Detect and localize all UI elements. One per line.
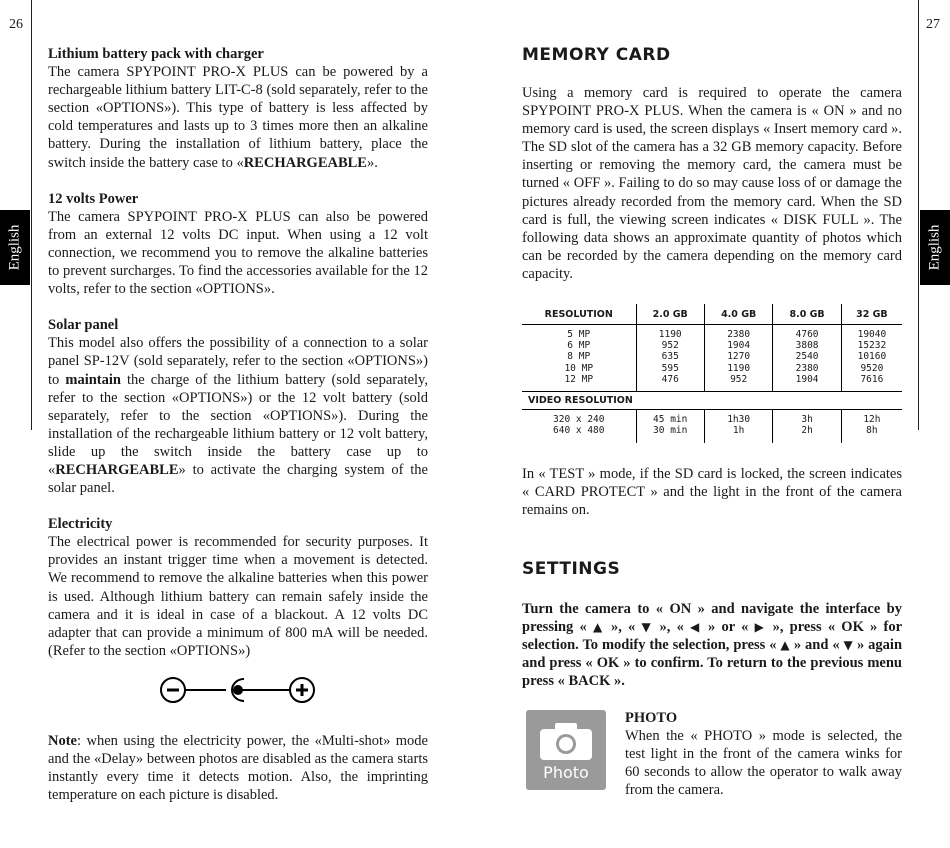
volts-paragraph: The camera SPYPOINT PRO-X PLUS can also be powered from an external 12 volts DC input. When using a 12 volt connection, we recommend you to remove the alkaline batteries to prevent surcharges. To find the accessories available for the 12 volts, refer to the section «OPTIONS». xyxy=(48,208,428,298)
photo-mode-icon xyxy=(526,710,606,790)
settings-paragraph: Turn the camera to « ON » and navigate the interface by pressing « ▲ », « ▼ », « ◀ » or « ▶ », press « OK » for selection. To modify the selection, press « ▲ » and « ▼ » again and press « OK » to confirm. To return to the previous menu press « BACK ». xyxy=(522,601,903,690)
down-arrow-icon: ▼ xyxy=(641,620,654,635)
lithium-heading: Lithium battery pack with charger xyxy=(48,46,264,62)
video-resolution-header-row: VIDEO RESOLUTION xyxy=(522,392,902,410)
table-header: 4.0 GB xyxy=(704,304,772,325)
solar-heading: Solar panel xyxy=(48,317,119,334)
right-margin-rule xyxy=(918,0,919,430)
settings-title: SETTINGS xyxy=(522,559,621,579)
photo-rows: 5 MP 6 MP 8 MP 10 MP 12 MP 1190 952 635 595 476 2380 1904 1270 1190 952 4760 3808 2540 2380 1904 19040 15232 10160 9520 7616 xyxy=(522,325,902,392)
solar-paragraph: This model also offers the possibility of a connection to a solar panel SP-12V (sold separately, refer to the section «OPTIONS») to maintain the charge of the lithium battery (sold separately, refer to the section «OPTIONS») or the 12 volt battery (sold separately, refer to the section «OPTIONS»). During the installation of the rechargeable lithium battery or 12 volt battery, slide up the switch inside the battery case up to «RECHARGEABLE» to activate the charging system of the solar panel. xyxy=(48,335,428,497)
electricity-heading: Electricity xyxy=(48,516,113,533)
photo-paragraph: When the « PHOTO » mode is selected, the test light in the front of the camera winks for 60 seconds to allow the operator to walk away from the camera. xyxy=(625,728,902,799)
photo-heading: PHOTO xyxy=(625,710,678,726)
video-rows: 320 x 240 640 x 480 45 min 30 min 1h30 1h 3h 2h 12h 8h xyxy=(522,410,902,443)
volts-heading: 12 volts Power xyxy=(48,190,139,207)
table-header: 2.0 GB xyxy=(636,304,704,325)
right-page-number: 27 xyxy=(926,17,940,32)
left-arrow-icon: ◀ xyxy=(690,620,702,635)
photo-section xyxy=(625,709,902,799)
test-mode-paragraph: In « TEST » mode, if the SD card is locked, the screen indicates « CARD PROTECT » and the light in the front of the camera remains on. xyxy=(522,466,902,519)
up-arrow-icon: ▲ xyxy=(592,620,605,635)
table-header: 32 GB xyxy=(841,304,902,325)
language-tab-left: English xyxy=(0,210,30,285)
electricity-paragraph: The electrical power is recommended for security purposes. It provides an instant trigger time when a movement is detected. We recommend to remove the alkaline batteries when this power is used. Although lithium battery can remain safely inside the camera and it is ideal in case of a blackout. A 12 volts DC adapter that can provide a minimum of 800 mA will be needed. (Refer to the section «OPTIONS») xyxy=(48,534,428,659)
memory-capacity-table xyxy=(522,304,902,443)
left-page-number: 26 xyxy=(9,17,23,32)
photo-icon-label: Photo xyxy=(543,763,589,782)
table-header: 8.0 GB xyxy=(773,304,841,325)
memory-card-paragraph: Using a memory card is required to operate the camera SPYPOINT PRO-X PLUS. When the camera is « ON » and no memory card is used, the screen displays « Insert memory card ». The SD slot of the camera has a 32 GB memory capacity. Before inserting or removing the memory card, the camera must be turned « OFF ». Failing to do so may cause loss of or damage the pictures already recorded from the memory card. When the SD card is full, the viewing screen indicates « DISK FULL ». The following data shows an approximate quantity of photos which can be recorded by the camera depending on the memory card capacity. xyxy=(522,85,902,282)
memory-card-title: MEMORY CARD xyxy=(522,45,671,65)
left-column xyxy=(48,45,428,660)
polarity-symbol-icon xyxy=(158,676,318,706)
down-arrow-icon: ▼ xyxy=(843,638,854,653)
right-arrow-icon: ▶ xyxy=(754,620,767,635)
left-margin-rule xyxy=(31,0,32,430)
lithium-paragraph: The camera SPYPOINT PRO-X PLUS can be powered by a rechargeable lithium battery LIT-C-8 (sold separately, refer to the section «OPTIONS»). This type of battery is less affected by cold temperatures and lasts up to 3 times more then an alkaline battery. During the installation of lithium battery, place the switch inside the battery case to «RECHARGEABLE». xyxy=(48,64,428,171)
up-arrow-icon: ▲ xyxy=(780,638,790,653)
table-header: RESOLUTION xyxy=(522,304,636,325)
note-paragraph: Note: when using the electricity power, the «Multi-shot» mode and the «Delay» between photos are disabled as the camera starts instantly every time it detects motion. Also, the imprinting temperature on each picture is disabled. xyxy=(48,733,428,804)
camera-icon xyxy=(540,722,592,760)
language-tab-right: English xyxy=(920,210,950,285)
